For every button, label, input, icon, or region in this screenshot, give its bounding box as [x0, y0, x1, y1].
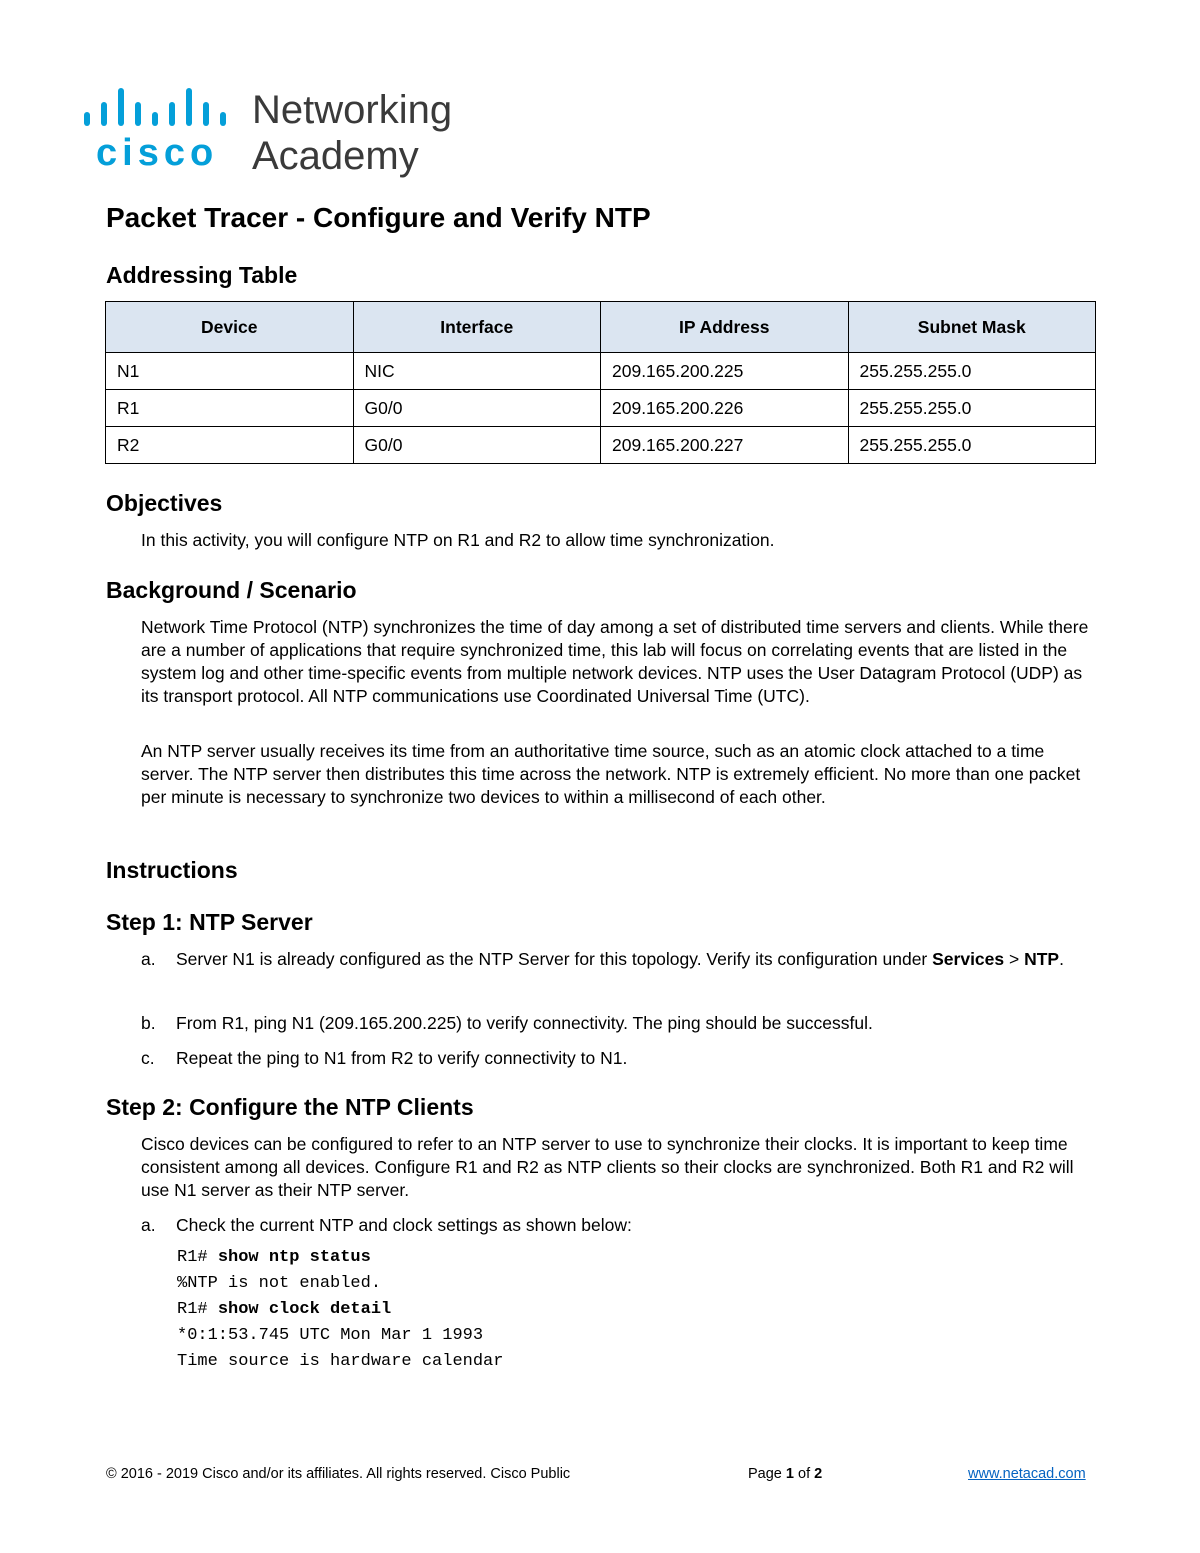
- cli-line: [177, 1245, 503, 1271]
- cli-command: show ntp status: [217, 1248, 371, 1267]
- step1-a-text: Server N1 is already configured as the NTP Server for this topology. Verify its configuration under: [176, 949, 933, 969]
- list-text: [176, 948, 1096, 971]
- cli-prompt: R1#: [177, 1300, 218, 1319]
- step2-intro: Cisco devices can be configured to refer to an NTP server to use to synchronize their clocks. It is important to keep time consistent among all devices. Configure R1 and R2 as NTP clients so their clocks are synchronized. Both R1 and R2 will use N1 server as their NTP server.: [141, 1134, 1074, 1200]
- objectives-heading: Objectives: [106, 490, 223, 516]
- background-paragraph-2: An NTP server usually receives its time from an authoritative time source, such as an atomic clock attached to a time server. The NTP server then distributes this time across the network. NTP is extremely efficient. No more than one packet per minute is necessary to synchronize two devices to within a millisecond of each other.: [141, 741, 1081, 807]
- cli-line: [177, 1297, 503, 1323]
- column-header: Interface: [353, 302, 601, 353]
- netacad-link[interactable]: www.netacad.com: [968, 1466, 1086, 1482]
- addressing-table-heading: Addressing Table: [106, 262, 298, 288]
- logo-academy: Academy: [252, 134, 419, 178]
- table-cell: 255.255.255.0: [848, 427, 1096, 464]
- objectives-text: In this activity, you will configure NTP on R1 and R2 to allow time synchronization.: [141, 530, 775, 550]
- list-text: Repeat the ping to N1 from R2 to verify connectivity to N1.: [176, 1048, 628, 1068]
- list-marker: b.: [141, 1013, 156, 1033]
- table-cell: N1: [106, 353, 354, 390]
- table-row: [106, 427, 1096, 464]
- table-cell: G0/0: [353, 390, 601, 427]
- cli-line: %NTP is not enabled.: [177, 1274, 382, 1293]
- cli-prompt: R1#: [177, 1248, 218, 1267]
- page-total: 2: [814, 1466, 823, 1482]
- table-header-row: [106, 302, 1096, 353]
- page-prefix: Page: [748, 1466, 786, 1482]
- ntp-label: NTP: [1024, 949, 1060, 969]
- list-text: Check the current NTP and clock settings as shown below:: [176, 1215, 632, 1235]
- cli-command: show clock detail: [217, 1300, 392, 1319]
- table-row: [106, 353, 1096, 390]
- column-header: Subnet Mask: [848, 302, 1096, 353]
- table-cell: 255.255.255.0: [848, 353, 1096, 390]
- table-row: [106, 390, 1096, 427]
- page-of: of: [793, 1466, 815, 1482]
- list-marker: a.: [141, 949, 156, 969]
- background-paragraph-1: Network Time Protocol (NTP) synchronizes the time of day among a set of distributed time servers and clients. While there are a number of applications that require synchronized time, this lab will focus on correlating events that are listed in the system log and other time-specific events from multiple network devices. NTP uses the User Datagram Protocol (UDP) as its transport protocol. All NTP communications use Coordinated Universal Time (UTC).: [141, 617, 1089, 706]
- cisco-networking-academy-logo: [84, 86, 484, 181]
- list-marker: c.: [141, 1048, 155, 1068]
- sentence-end: .: [1059, 949, 1064, 969]
- step2-heading: Step 2: Configure the NTP Clients: [106, 1094, 474, 1120]
- table-cell: 255.255.255.0: [848, 390, 1096, 427]
- table-cell: 209.165.200.227: [601, 427, 849, 464]
- path-separator: >: [1004, 949, 1025, 969]
- page-current: 1: [785, 1466, 794, 1482]
- table-cell: 209.165.200.225: [601, 353, 849, 390]
- table-cell: R2: [106, 427, 354, 464]
- list-text: From R1, ping N1 (209.165.200.225) to verify connectivity. The ping should be successful.: [176, 1013, 873, 1033]
- logo-networking: Networking: [252, 88, 453, 132]
- background-heading: Background / Scenario: [106, 577, 357, 603]
- table-cell: R1: [106, 390, 354, 427]
- footer-page-number: [748, 1466, 822, 1482]
- addressing-table: [105, 301, 1096, 464]
- cisco-bars-icon: [84, 86, 234, 126]
- column-header: Device: [106, 302, 354, 353]
- table-cell: G0/0: [353, 427, 601, 464]
- footer-link[interactable]: [968, 1466, 1086, 1482]
- cli-output: [177, 1245, 503, 1375]
- footer-copyright: © 2016 - 2019 Cisco and/or its affiliates. All rights reserved. Cisco Public: [106, 1466, 571, 1482]
- services-label: Services: [932, 949, 1005, 969]
- page-title: Packet Tracer - Configure and Verify NTP: [106, 202, 651, 233]
- list-marker: a.: [141, 1215, 156, 1235]
- cli-line: Time source is hardware calendar: [177, 1352, 504, 1371]
- cisco-wordmark: cisco: [96, 132, 219, 174]
- instructions-heading: Instructions: [106, 857, 238, 883]
- table-cell: 209.165.200.226: [601, 390, 849, 427]
- table-cell: NIC: [353, 353, 601, 390]
- column-header: IP Address: [601, 302, 849, 353]
- cli-line: *0:1:53.745 UTC Mon Mar 1 1993: [177, 1326, 484, 1345]
- step1-heading: Step 1: NTP Server: [106, 909, 313, 935]
